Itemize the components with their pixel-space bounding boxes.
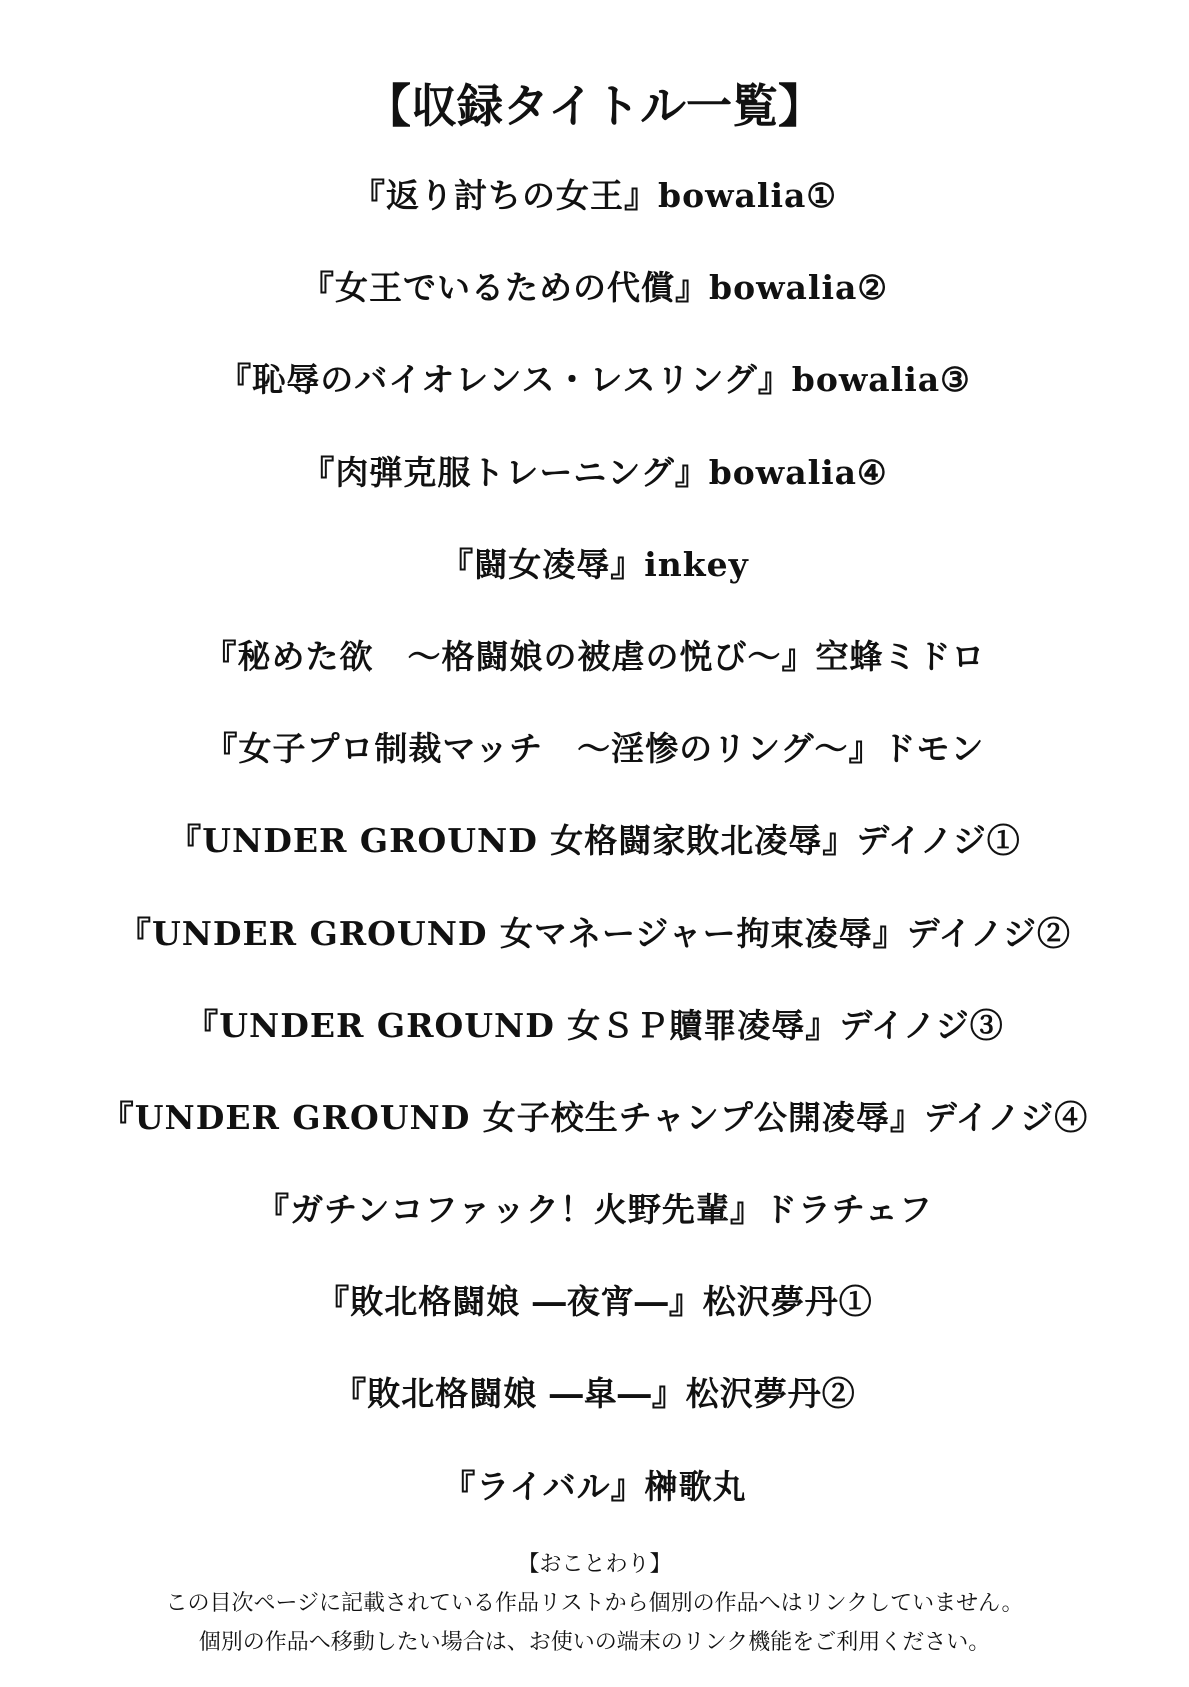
page-title: 【収録タイトル一覧】 bbox=[364, 79, 825, 133]
notice-heading: 【おことわり】 bbox=[517, 1552, 672, 1577]
list-item: 『UNDER GROUND 女格闘家敗北凌辱』デイノジ① bbox=[168, 821, 1021, 861]
notice bbox=[0, 1545, 1189, 1662]
list-item: 『ライバル』榊歌丸 bbox=[442, 1466, 747, 1506]
list-item: 『UNDER GROUND 女マネージャー拘束凌辱』デイノジ② bbox=[117, 913, 1072, 953]
list-item: 『恥辱のバイオレンス・レスリング』bowalia③ bbox=[218, 360, 971, 400]
notice-line: 個別の作品へ移動したい場合は、お使いの端末のリンク機能をご利用ください。 bbox=[198, 1630, 991, 1655]
list-item: 『肉弾克服トレーニング』bowalia④ bbox=[301, 452, 888, 492]
list-item: 『敗北格闘娘 ―夜宵―』松沢夢丹① bbox=[316, 1282, 873, 1322]
list-item: 『女子プロ制裁マッチ ～淫惨のリング～』ドモン bbox=[204, 729, 985, 769]
list-item: 『女王でいるための代償』bowalia② bbox=[301, 268, 888, 308]
list-item: 『UNDER GROUND 女子校生チャンプ公開凌辱』デイノジ④ bbox=[100, 1097, 1089, 1137]
list-item: 『闘女凌辱』inkey bbox=[440, 544, 749, 584]
notice-line: この目次ページに記載されている作品リストから個別の作品へはリンクしていません。 bbox=[165, 1591, 1024, 1616]
list-item: 『ガチンコファック！火野先輩』ドラチェフ bbox=[256, 1190, 933, 1230]
list-item: 『敗北格闘娘 ―皐―』松沢夢丹② bbox=[333, 1374, 856, 1414]
title-list bbox=[0, 172, 1189, 1555]
list-item: 『秘めた欲 ～格闘娘の被虐の悦び～』空蜂ミドロ bbox=[203, 636, 986, 676]
list-item: 『返り討ちの女王』bowalia① bbox=[352, 176, 837, 215]
list-item: 『UNDER GROUND 女ＳＰ贖罪凌辱』デイノジ③ bbox=[185, 1005, 1004, 1045]
